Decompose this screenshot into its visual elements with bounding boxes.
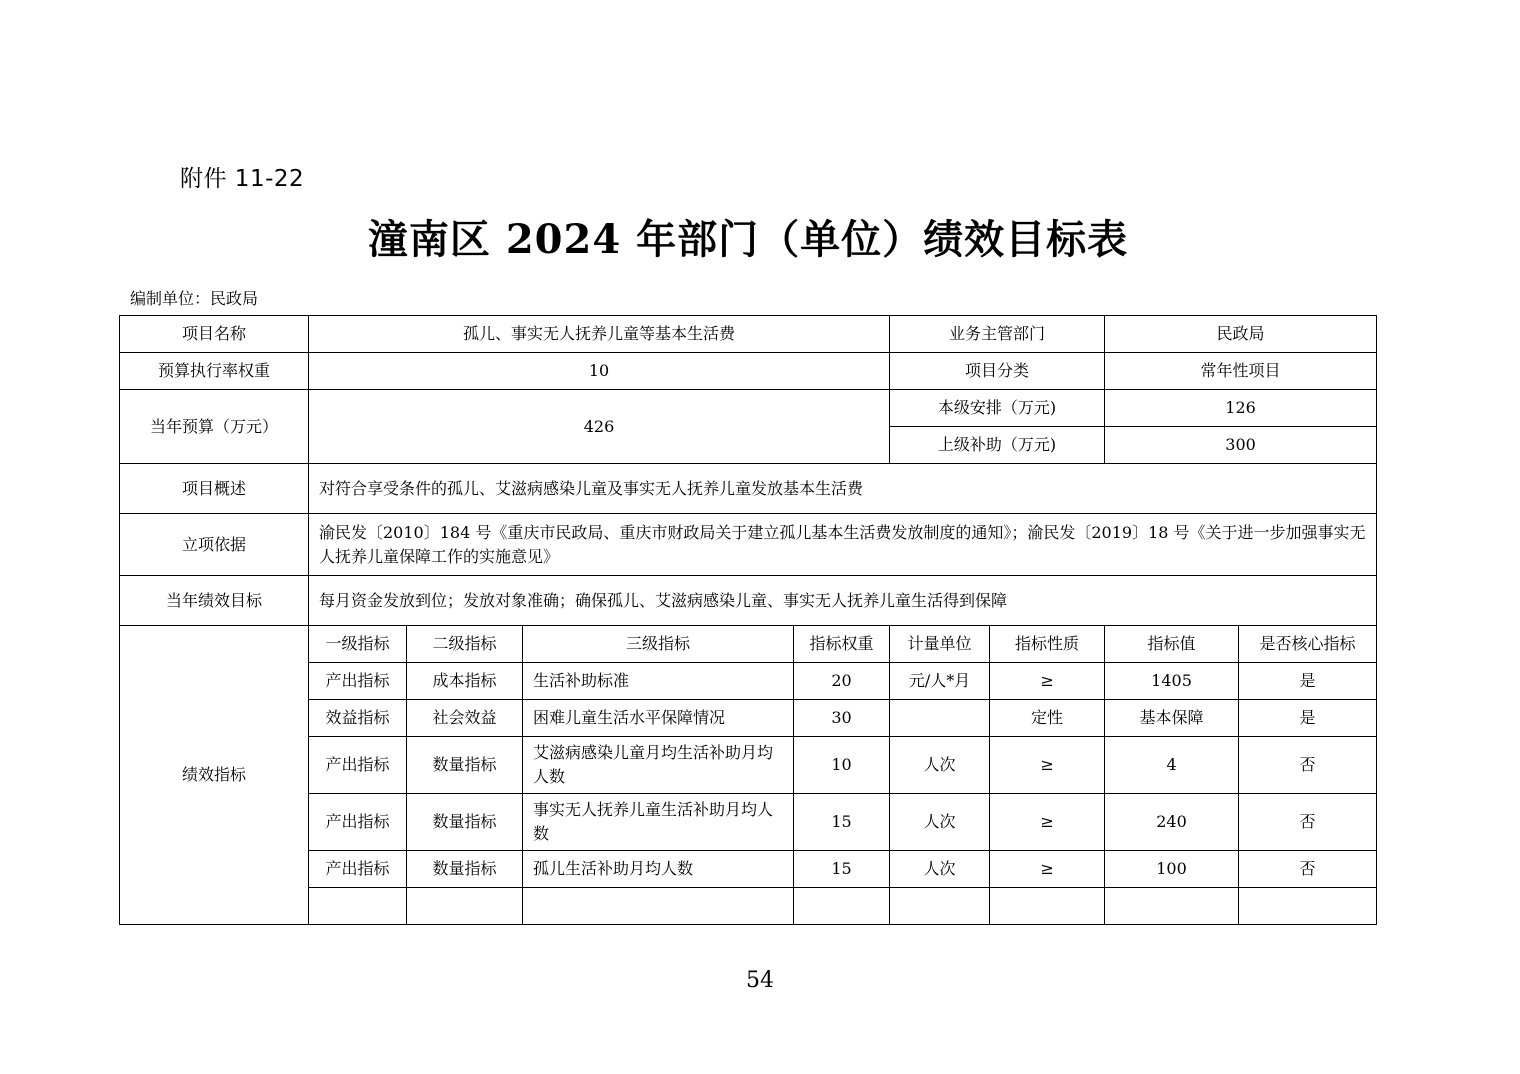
cell-unit [890, 700, 990, 737]
cell-level2 [407, 888, 523, 925]
indicators-label: 绩效指标 [120, 626, 309, 925]
cell-nature: ≥ [990, 663, 1105, 700]
cell-weight: 20 [794, 663, 890, 700]
cell-unit: 人次 [890, 851, 990, 888]
header-value: 指标值 [1105, 626, 1239, 663]
cell-value [1105, 888, 1239, 925]
table-row [120, 576, 1377, 626]
local-budget-value: 126 [1105, 390, 1377, 427]
goal-label: 当年绩效目标 [120, 576, 309, 626]
budget-value: 426 [309, 390, 890, 464]
cell-level2: 社会效益 [407, 700, 523, 737]
cell-value: 基本保障 [1105, 700, 1239, 737]
dept-value: 民政局 [1105, 316, 1377, 353]
project-name: 孤儿、事实无人抚养儿童等基本生活费 [309, 316, 890, 353]
cell-level3: 艾滋病感染儿童月均生活补助月均人数 [523, 737, 794, 794]
cell-nature [990, 888, 1105, 925]
cell-level3 [523, 888, 794, 925]
cell-level1: 产出指标 [309, 851, 407, 888]
overview-value: 对符合享受条件的孤儿、艾滋病感染儿童及事实无人抚养儿童发放基本生活费 [309, 464, 1377, 514]
cell-core [1239, 888, 1377, 925]
cell-level3: 孤儿生活补助月均人数 [523, 851, 794, 888]
cell-weight: 15 [794, 851, 890, 888]
cell-nature: ≥ [990, 794, 1105, 851]
table-row [120, 353, 1377, 390]
header-level3: 三级指标 [523, 626, 794, 663]
category-value: 常年性项目 [1105, 353, 1377, 390]
header-unit: 计量单位 [890, 626, 990, 663]
cell-core: 否 [1239, 851, 1377, 888]
cell-level3: 生活补助标准 [523, 663, 794, 700]
performance-target-table [119, 315, 1377, 925]
table-row [120, 316, 1377, 353]
indicator-header-row [120, 626, 1377, 663]
project-name-label: 项目名称 [120, 316, 309, 353]
cell-level2: 数量指标 [407, 737, 523, 794]
cell-weight: 15 [794, 794, 890, 851]
upper-subsidy-value: 300 [1105, 427, 1377, 464]
cell-level1: 产出指标 [309, 794, 407, 851]
cell-level1: 产出指标 [309, 737, 407, 794]
cell-core: 是 [1239, 663, 1377, 700]
compiling-unit: 编制单位：民政局 [130, 289, 259, 308]
cell-weight [794, 888, 890, 925]
table-row [120, 737, 1377, 794]
upper-subsidy-label: 上级补助（万元) [890, 427, 1105, 464]
category-label: 项目分类 [890, 353, 1105, 390]
page-title: 潼南区 2024 年部门（单位）绩效目标表 [367, 216, 1129, 263]
cell-value: 1405 [1105, 663, 1239, 700]
cell-unit: 人次 [890, 794, 990, 851]
goal-value: 每月资金发放到位；发放对象准确；确保孤儿、艾滋病感染儿童、事实无人抚养儿童生活得到保障 [309, 576, 1377, 626]
cell-weight: 10 [794, 737, 890, 794]
local-budget-label: 本级安排（万元) [890, 390, 1105, 427]
header-weight: 指标权重 [794, 626, 890, 663]
header-level1: 一级指标 [309, 626, 407, 663]
cell-level1: 产出指标 [309, 663, 407, 700]
cell-core: 是 [1239, 700, 1377, 737]
cell-unit [890, 888, 990, 925]
cell-unit: 人次 [890, 737, 990, 794]
basis-value: 渝民发〔2010〕184 号《重庆市民政局、重庆市财政局关于建立孤儿基本生活费发放制度的通知》；渝民发〔2019〕18 号《关于进一步加强事实无人抚养儿童保障工作的实施意见》 [309, 514, 1377, 576]
table-row [120, 794, 1377, 851]
header-core: 是否核心指标 [1239, 626, 1377, 663]
table-row [120, 663, 1377, 700]
budget-label: 当年预算（万元） [120, 390, 309, 464]
cell-core: 否 [1239, 737, 1377, 794]
weight-label: 预算执行率权重 [120, 353, 309, 390]
overview-label: 项目概述 [120, 464, 309, 514]
cell-nature: ≥ [990, 851, 1105, 888]
table-row [120, 700, 1377, 737]
table-row [120, 851, 1377, 888]
cell-nature: 定性 [990, 700, 1105, 737]
table-row [120, 390, 1377, 427]
cell-level1 [309, 888, 407, 925]
cell-level2: 数量指标 [407, 794, 523, 851]
cell-unit: 元/人*月 [890, 663, 990, 700]
header-level2: 二级指标 [407, 626, 523, 663]
page-number: 54 [746, 968, 774, 993]
basis-label: 立项依据 [120, 514, 309, 576]
cell-core: 否 [1239, 794, 1377, 851]
cell-weight: 30 [794, 700, 890, 737]
cell-level2: 成本指标 [407, 663, 523, 700]
cell-nature: ≥ [990, 737, 1105, 794]
dept-label: 业务主管部门 [890, 316, 1105, 353]
table-row [120, 514, 1377, 576]
attachment-label: 附件 11-22 [180, 166, 305, 192]
table-row [120, 464, 1377, 514]
weight-value: 10 [309, 353, 890, 390]
cell-value: 240 [1105, 794, 1239, 851]
header-nature: 指标性质 [990, 626, 1105, 663]
cell-level3: 事实无人抚养儿童生活补助月均人数 [523, 794, 794, 851]
cell-value: 4 [1105, 737, 1239, 794]
cell-level2: 数量指标 [407, 851, 523, 888]
cell-level1: 效益指标 [309, 700, 407, 737]
cell-value: 100 [1105, 851, 1239, 888]
table-row [120, 888, 1377, 925]
cell-level3: 困难儿童生活水平保障情况 [523, 700, 794, 737]
